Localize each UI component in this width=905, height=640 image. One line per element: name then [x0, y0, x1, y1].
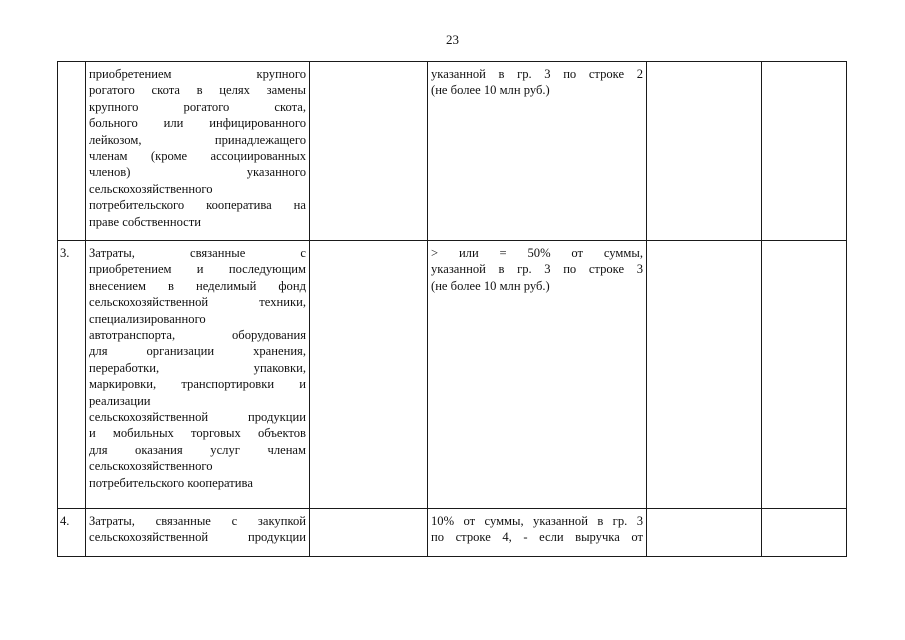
row-number-cell — [58, 509, 86, 557]
description-line: больного или инфицированного — [89, 116, 306, 131]
note-cell — [762, 509, 847, 557]
description-line: Затраты, связанные с — [89, 246, 306, 260]
description-line: Затраты, связанные с закупкой — [89, 514, 306, 528]
description-line: лейкозом, принадлежащего — [89, 132, 306, 147]
condition-line: > или = 50% от суммы, — [431, 246, 643, 260]
description-line: приобретением крупного — [89, 67, 306, 81]
condition-cell — [428, 241, 647, 509]
note-cell — [762, 62, 847, 241]
value-cell — [647, 509, 762, 557]
description-line: реализации — [89, 393, 151, 408]
description-line: потребительского кооператива — [89, 475, 253, 490]
description-line: сельскохозяйственного — [89, 459, 213, 474]
description-line: праве собственности — [89, 214, 202, 229]
expense-description-cell — [86, 509, 310, 557]
description-line: крупного рогатого скота, — [89, 99, 306, 114]
description-line: сельскохозяйственного — [89, 181, 213, 196]
table-row — [58, 509, 847, 557]
condition-cell — [428, 509, 647, 557]
description-line: маркировки, транспортировки и — [89, 377, 306, 392]
row-number: 3. — [60, 246, 70, 260]
row-number-cell — [58, 241, 86, 509]
table-row — [58, 241, 847, 509]
description-line: автотранспорта, оборудования — [89, 328, 306, 343]
condition-line: 10% от суммы, указанной в гр. 3 — [431, 514, 643, 528]
description-line: для оказания услуг членам — [89, 442, 306, 457]
condition-line: указанной в гр. 3 по строке 3 — [431, 262, 643, 277]
expense-table — [57, 61, 847, 557]
expense-description-cell — [86, 241, 310, 509]
description-line: и мобильных торговых объектов — [89, 426, 306, 441]
description-line: членам (кроме ассоциированных — [89, 149, 306, 164]
description-line: переработки, упаковки, — [89, 360, 306, 375]
table-row — [58, 62, 847, 241]
description-line: рогатого скота в целях замены — [89, 83, 306, 98]
value-cell — [647, 241, 762, 509]
description-line: потребительского кооператива на — [89, 198, 306, 213]
expense-table-body — [58, 62, 847, 557]
description-line: членов) указанного — [89, 165, 306, 180]
expense-description-cell — [86, 62, 310, 241]
description-line: специализированного — [89, 311, 206, 326]
description-line: сельскохозяйственной техники, — [89, 295, 306, 310]
page-number: 23 — [446, 32, 459, 47]
condition-cell — [428, 62, 647, 241]
value-cell — [647, 62, 762, 241]
description-line: для организации хранения, — [89, 344, 306, 359]
description-line: сельскохозяйственной продукции — [89, 410, 306, 425]
note-cell — [762, 241, 847, 509]
condition-line: (не более 10 млн руб.) — [431, 278, 550, 293]
condition-line: указанной в гр. 3 по строке 2 — [431, 67, 643, 81]
row-number: 4. — [60, 514, 70, 528]
amount-cell — [310, 509, 428, 557]
row-number-cell — [58, 62, 86, 241]
condition-line: по строке 4, - если выручка от — [431, 530, 643, 545]
description-line: сельскохозяйственной продукции — [89, 530, 306, 545]
description-line: внесением в неделимый фонд — [89, 278, 306, 293]
amount-cell — [310, 62, 428, 241]
description-line: приобретением и последующим — [89, 262, 306, 277]
condition-line: (не более 10 млн руб.) — [431, 83, 550, 98]
amount-cell — [310, 241, 428, 509]
